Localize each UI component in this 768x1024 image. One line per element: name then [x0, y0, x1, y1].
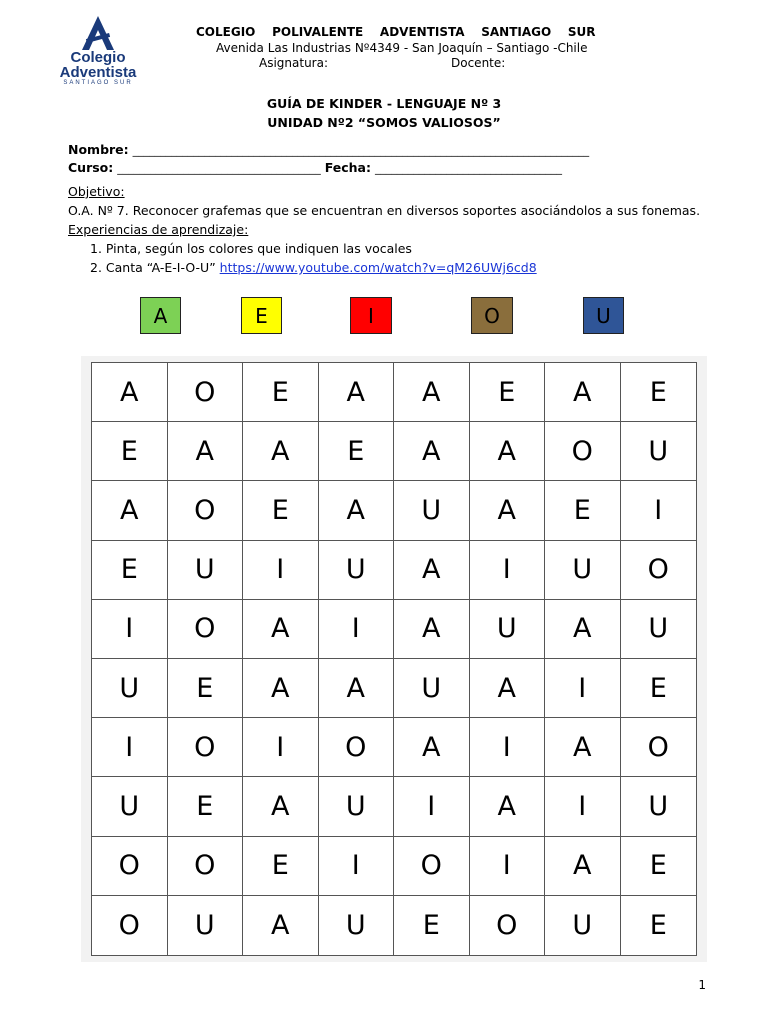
- grid-cell[interactable]: A: [394, 422, 470, 481]
- grid-cell[interactable]: I: [92, 718, 168, 777]
- grid-cell[interactable]: A: [470, 777, 546, 836]
- grid-cell[interactable]: A: [394, 600, 470, 659]
- grid-cell[interactable]: A: [243, 777, 319, 836]
- grid-cell[interactable]: A: [545, 718, 621, 777]
- grid-cell[interactable]: A: [243, 422, 319, 481]
- vowel-letter: O: [484, 303, 500, 328]
- grid-cell[interactable]: E: [319, 422, 395, 481]
- course-line: _____________________________________: [117, 162, 321, 175]
- grid-cell[interactable]: I: [545, 777, 621, 836]
- vowel-grid: [91, 362, 697, 956]
- grid-cell[interactable]: A: [545, 600, 621, 659]
- grid-cell[interactable]: U: [545, 541, 621, 600]
- vowel-letter: U: [596, 303, 611, 328]
- experience-item-2-text: 2. Canta “A-E-I-O-U”: [90, 260, 220, 275]
- grid-cell[interactable]: O: [168, 600, 244, 659]
- grid-cell[interactable]: O: [92, 837, 168, 896]
- logo-line1: Colegio: [70, 49, 126, 66]
- grid-cell[interactable]: O: [470, 896, 546, 955]
- vowel-box-a: [140, 297, 181, 334]
- logo-line2: Adventista: [59, 64, 137, 81]
- grid-cell[interactable]: E: [649, 909, 667, 941]
- objective-heading: Objetivo:: [68, 184, 125, 199]
- teacher-label: Docente:: [451, 56, 506, 70]
- grid-cell[interactable]: O: [545, 422, 621, 481]
- grid-cell[interactable]: E: [394, 896, 470, 955]
- grid-cell[interactable]: U: [621, 777, 697, 836]
- grid-cell[interactable]: A: [243, 659, 319, 718]
- school-logo: [48, 14, 148, 92]
- grid-cell[interactable]: U: [545, 896, 621, 955]
- grid-cell[interactable]: O: [168, 837, 244, 896]
- grid-cell[interactable]: A: [92, 481, 168, 540]
- grid-cell[interactable]: A: [470, 481, 546, 540]
- grid-cell[interactable]: U: [92, 777, 168, 836]
- grid-cell[interactable]: E: [243, 481, 319, 540]
- grid-cell[interactable]: E: [621, 363, 697, 422]
- grid-cell[interactable]: A: [319, 659, 395, 718]
- grid-cell[interactable]: U: [168, 541, 244, 600]
- grid-cell[interactable]: E: [545, 481, 621, 540]
- grid-cell[interactable]: A: [168, 422, 244, 481]
- grid-cell[interactable]: A: [470, 659, 546, 718]
- grid-cell[interactable]: O: [319, 718, 395, 777]
- experience-item-1: 1. Pinta, según los colores que indiquen las vocales: [90, 241, 412, 256]
- vowel-box-o: [471, 297, 513, 334]
- grid-cell[interactable]: I: [470, 837, 546, 896]
- grid-cell[interactable]: A: [394, 718, 470, 777]
- youtube-link[interactable]: https://www.youtube.com/watch?v=qM26UWj6cd8: [219, 260, 537, 275]
- grid-cell[interactable]: U: [394, 481, 470, 540]
- grid-cell[interactable]: U: [319, 777, 395, 836]
- grid-cell[interactable]: I: [545, 659, 621, 718]
- grid-cell[interactable]: A: [545, 363, 621, 422]
- grid-cell[interactable]: I: [394, 777, 470, 836]
- grid-cell[interactable]: U: [621, 422, 697, 481]
- vowel-box-u: [583, 297, 624, 334]
- vowel-letter: A: [153, 303, 168, 328]
- grid-cell[interactable]: O: [92, 896, 168, 955]
- grid-cell[interactable]: E: [243, 837, 319, 896]
- grid-cell[interactable]: E: [243, 363, 319, 422]
- grid-cell[interactable]: U: [168, 896, 244, 955]
- grid-cell[interactable]: O: [394, 837, 470, 896]
- vowel-letter: I: [368, 303, 374, 328]
- date-label: Fecha:: [324, 160, 371, 175]
- grid-cell[interactable]: A: [92, 363, 168, 422]
- grid-cell[interactable]: E: [92, 422, 168, 481]
- grid-cell[interactable]: E: [92, 541, 168, 600]
- grid-cell[interactable]: E: [168, 777, 244, 836]
- experience-item-2: [90, 260, 537, 275]
- grid-cell[interactable]: U: [621, 600, 697, 659]
- grid-cell[interactable]: A: [470, 422, 546, 481]
- grid-cell[interactable]: O: [168, 481, 244, 540]
- course-date-field: [68, 160, 562, 175]
- vowel-grid-image: [81, 356, 707, 962]
- grid-cell[interactable]: I: [243, 718, 319, 777]
- course-label: Curso:: [68, 160, 114, 175]
- grid-cell[interactable]: U: [394, 659, 470, 718]
- grid-cell[interactable]: I: [319, 837, 395, 896]
- grid-cell[interactable]: A: [545, 837, 621, 896]
- grid-cell[interactable]: I: [319, 600, 395, 659]
- grid-cell[interactable]: I: [470, 718, 546, 777]
- logo-subtitle: SANTIAGO SUR: [63, 80, 133, 86]
- grid-cell[interactable]: U: [92, 659, 168, 718]
- grid-cell[interactable]: I: [243, 541, 319, 600]
- grid-cell[interactable]: A: [243, 896, 319, 955]
- grid-cell[interactable]: O: [621, 541, 697, 600]
- grid-cell[interactable]: A: [243, 600, 319, 659]
- grid-cell[interactable]: E: [621, 659, 697, 718]
- grid-cell[interactable]: U: [319, 541, 395, 600]
- unit-title: UNIDAD Nº2 “SOMOS VALIOSOS”: [267, 115, 501, 130]
- grid-cell[interactable]: I: [621, 481, 697, 540]
- vowel-letter: E: [255, 303, 268, 328]
- grid-cell[interactable]: A: [319, 363, 395, 422]
- grid-cell[interactable]: U: [470, 600, 546, 659]
- date-line: __________________________________: [374, 162, 562, 175]
- grid-cell[interactable]: A: [394, 541, 470, 600]
- grid-cell[interactable]: O: [168, 718, 244, 777]
- vowel-box-i: [350, 297, 392, 334]
- grid-cell[interactable]: O: [621, 718, 697, 777]
- grid-cell[interactable]: E: [621, 837, 697, 896]
- grid-cell[interactable]: O: [168, 363, 244, 422]
- experiences-heading: Experiencias de aprendizaje:: [68, 222, 249, 237]
- vowel-box-e: [241, 297, 282, 334]
- school-name: COLEGIO POLIVALENTE ADVENTISTA SANTIAGO SUR: [196, 25, 596, 39]
- name-field: [68, 142, 589, 157]
- name-label: Nombre:: [68, 142, 129, 157]
- grid-cell[interactable]: A: [394, 363, 470, 422]
- grid-cell[interactable]: E: [168, 659, 244, 718]
- grid-cell[interactable]: U: [319, 896, 395, 955]
- grid-cell[interactable]: E: [470, 363, 546, 422]
- school-address: Avenida Las Industrias Nº4349 - San Joaquín – Santiago -Chile: [216, 41, 588, 55]
- grid-cell[interactable]: I: [470, 541, 546, 600]
- name-line: ___________________________________________________________________________________: [132, 144, 590, 157]
- grid-cell[interactable]: I: [92, 600, 168, 659]
- guide-title: GUÍA DE KINDER - LENGUAJE Nº 3: [266, 96, 502, 111]
- grid-cell[interactable]: A: [319, 481, 395, 540]
- logo-emblem-icon: [48, 14, 148, 54]
- objective-text: O.A. Nº 7. Reconocer grafemas que se encuentran en diversos soportes asociándolos a sus fonemas.: [68, 203, 701, 218]
- subject-label: Asignatura:: [259, 56, 329, 70]
- page-number: 1: [698, 978, 706, 992]
